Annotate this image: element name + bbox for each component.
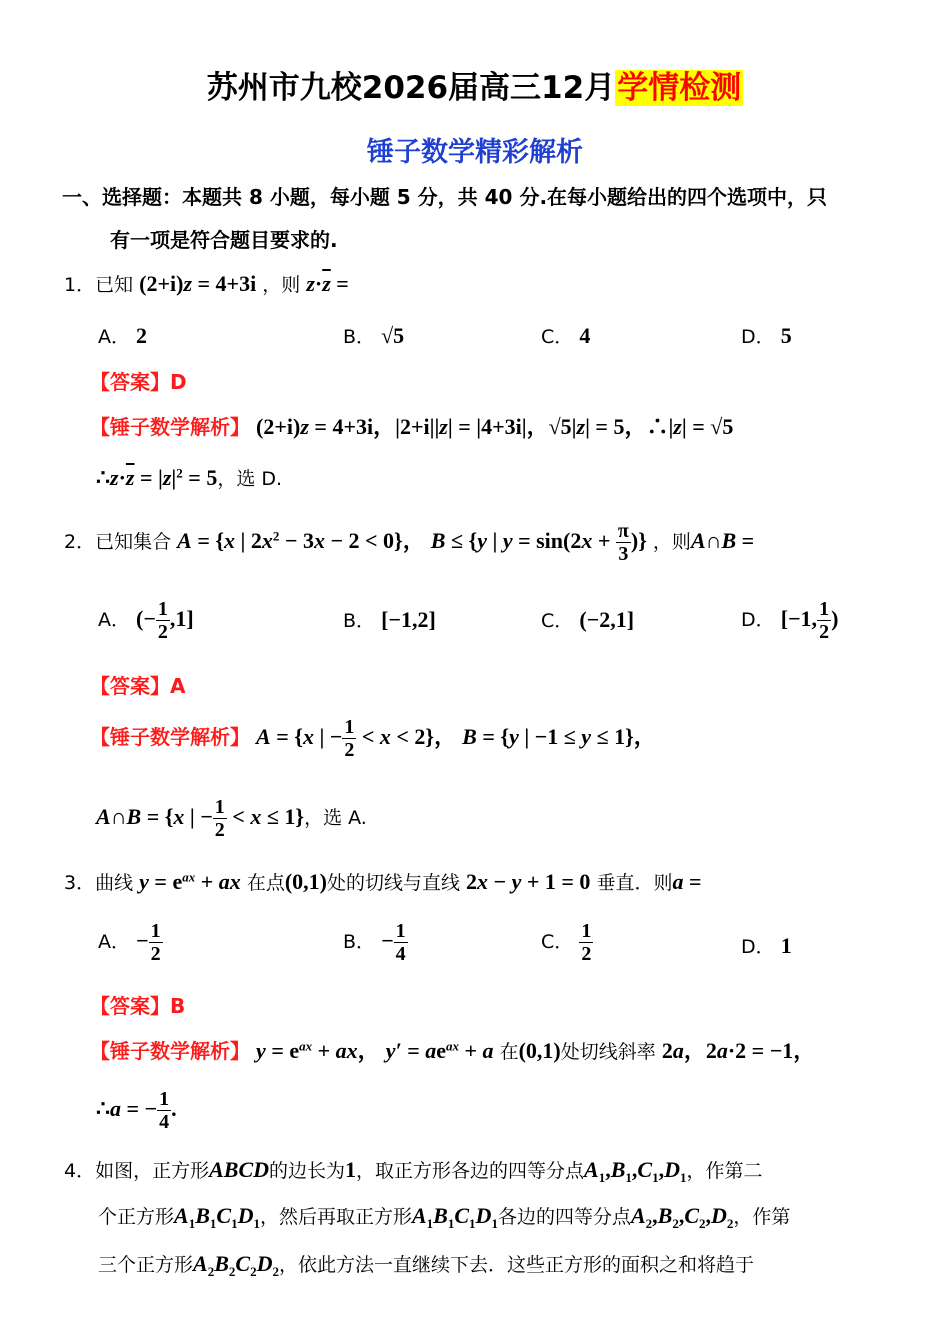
question-3: 3．曲线 $y = e^{ax}$ + ax 在点(0,1)处的切线与直线 2x − y + 1 = 0 垂直．则a = — [64, 869, 702, 894]
q3-option-d: D． 1 — [741, 933, 792, 958]
q3-option-a: A． − $\frac{1}{2}$ — [98, 920, 161, 965]
q3-option-b: B． − $\frac{1}{4}$ — [343, 920, 406, 965]
q1-option-b: B． √5 — [343, 323, 405, 348]
q2-option-b: B． [−1,2] — [343, 607, 436, 632]
title-main: 苏州市九校2026届高三12月 — [206, 70, 616, 106]
q1-option-a: A． 2 — [98, 323, 148, 348]
q2-analysis: 【锤子数学解析】 A = {x | − $\frac{1}{2}$ < x < 2}， B = {y | −1 ≤ y ≤ 1}， — [90, 716, 656, 761]
q1-prefix: 1．已知 — [64, 274, 134, 296]
q3-option-c: C． $\frac{1}{2}$ — [541, 920, 592, 965]
q3-analysis: 【锤子数学解析】 $y = e^{ax}$ + ax， $y' = ae^{ax} + a$ 在(0,1)处切线斜率 2a，2a·2 = −1， — [90, 1038, 816, 1063]
title-highlight: 学情检测 — [617, 70, 742, 106]
q1-analysis: 【锤子数学解析】 (2+i)z = 4+3i，|2+i||z| = |4+3i|，√5|z| = 5，∴|z| = √5 — [90, 414, 734, 439]
section-heading-line1: 一、选择题：本题共 8 小题，每小题 5 分，共 40 分.在每小题给出的四个选项中，只 — [62, 185, 828, 209]
q2-option-a: A． (− $\frac{1}{2}$ ,1] — [98, 598, 194, 643]
page-subtitle: 锤子数学精彩解析 — [367, 137, 583, 168]
q1-answer: 【答案】D — [90, 370, 187, 394]
question-4-line1: 4．如图，正方形ABCD的边长为1，取正方形各边的四等分点$A_1,B_1,C_1,D_1$，作第二 — [64, 1157, 763, 1185]
section-heading-line2: 有一项是符合题目要求的. — [110, 228, 338, 252]
question-1: 1．已知 (2+i)z = 4+3i ，则 $z\cdot\overline{z}$ = — [64, 271, 349, 296]
page-title — [0, 62, 950, 107]
q3-analysis-line2: ∴a = − $\frac{1}{4}$ . — [96, 1088, 177, 1133]
q1-option-d: D． 5 — [741, 323, 792, 348]
question-4-line3: 三个正方形$A_2B_2C_2D_2$，依此方法一直继续下去．这些正方形的面积之和将趋于 — [98, 1251, 754, 1279]
question-2: 2．已知集合 A = {x | $2x^2 - 3x - 2 < 0$}， B ≤ {y | y = sin(2x + $\frac{\pi}{3}$ )} ，则A∩B = — [64, 520, 755, 565]
q1-analysis-line2: $\therefore z\cdot\overline{z} = |z|^2 = 5$，选 D. — [96, 465, 283, 490]
question-4-line2: 个正方形$A_1B_1C_1D_1$，然后再取正方形$A_1B_1C_1D_1$各边的四等分点$A_2,B_2,C_2,D_2$，作第 — [98, 1203, 791, 1231]
q2-option-c: C． (−2,1] — [541, 607, 635, 632]
q2-answer: 【答案】A — [90, 674, 186, 698]
q3-answer: 【答案】B — [90, 994, 186, 1018]
q1-mid: ，则 — [262, 274, 301, 296]
q1-option-c: C． 4 — [541, 323, 591, 348]
q2-option-d: D． [−1, $\frac{1}{2}$ ) — [741, 598, 839, 643]
q2-analysis-line2: A∩B = {x | − $\frac{1}{2}$ < x ≤ 1}，选 A. — [96, 796, 367, 841]
